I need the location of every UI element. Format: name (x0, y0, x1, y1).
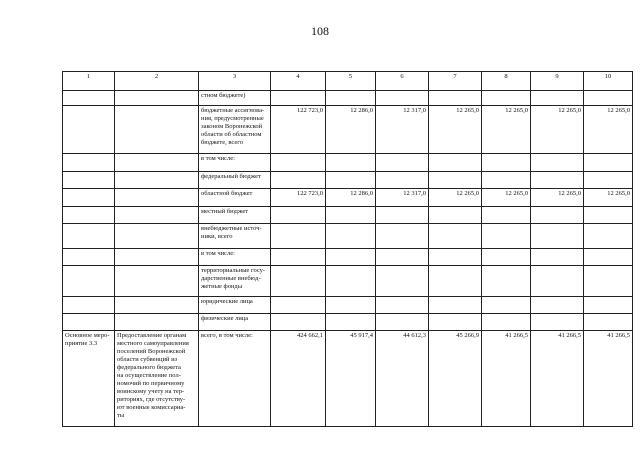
table-row (63, 314, 633, 331)
value-cell (531, 154, 584, 172)
value-cell: 12 317,0 (376, 189, 429, 207)
value-cell (376, 266, 429, 297)
value-cell (584, 266, 633, 297)
value-cell (429, 172, 482, 189)
funding-source-cell: всего, в том числе: (199, 331, 271, 427)
funding-source-cell: областной бюджет (199, 189, 271, 207)
description-cell (115, 106, 199, 154)
value-cell (531, 172, 584, 189)
table-row (63, 207, 633, 224)
description-cell (115, 189, 199, 207)
table-row (63, 249, 633, 266)
value-cell: 12 265,0 (482, 106, 531, 154)
value-cell (271, 297, 326, 314)
value-cell (429, 249, 482, 266)
funding-source-cell: федеральный бюджет (199, 172, 271, 189)
description-cell (115, 266, 199, 297)
value-cell (584, 207, 633, 224)
value-cell (482, 314, 531, 331)
value-cell (531, 249, 584, 266)
value-cell (531, 297, 584, 314)
value-cell: 12 265,0 (531, 106, 584, 154)
description-cell (115, 207, 199, 224)
description-cell (115, 91, 199, 106)
value-cell (584, 154, 633, 172)
budget-table (62, 71, 633, 427)
measure-cell (63, 207, 115, 224)
value-cell (482, 249, 531, 266)
value-cell (326, 207, 376, 224)
header-cell: 3 (199, 72, 271, 91)
value-cell: 122 723,0 (271, 189, 326, 207)
value-cell (376, 207, 429, 224)
page-number: 108 (311, 24, 329, 38)
value-cell: 12 265,0 (482, 189, 531, 207)
table-row (63, 266, 633, 297)
header-cell: 1 (63, 72, 115, 91)
measure-cell (63, 106, 115, 154)
value-cell: 12 286,0 (326, 106, 376, 154)
table-row (63, 172, 633, 189)
description-cell: Предоставление органам местного самоуправления поселений Воронежской области субвенций из федерального бюджета на осуществление пол- номочий по первичному воинскому учету на тер- риториях, где отсутству- ют военные комиссариа- ты (115, 331, 199, 427)
table-row (63, 331, 633, 427)
table-row (63, 224, 633, 249)
funding-source-cell: стном бюджете) (199, 91, 271, 106)
measure-cell (63, 297, 115, 314)
value-cell (271, 224, 326, 249)
value-cell (482, 207, 531, 224)
value-cell (584, 297, 633, 314)
value-cell (376, 224, 429, 249)
value-cell (531, 91, 584, 106)
value-cell (429, 207, 482, 224)
value-cell: 41 266,5 (531, 331, 584, 427)
funding-source-cell: бюджетные ассигнова- ния, предусмотренные законом Воронежской области об областном бюджете, всего (199, 106, 271, 154)
table-row (63, 189, 633, 207)
value-cell: 12 265,0 (531, 189, 584, 207)
description-cell (115, 224, 199, 249)
measure-cell (63, 314, 115, 331)
value-cell: 12 265,0 (584, 189, 633, 207)
value-cell: 122 723,0 (271, 106, 326, 154)
measure-cell: Основное меро- приятие 3.3 (63, 331, 115, 427)
value-cell (376, 249, 429, 266)
value-cell: 45 266,9 (429, 331, 482, 427)
description-cell (115, 154, 199, 172)
value-cell: 12 286,0 (326, 189, 376, 207)
measure-cell (63, 189, 115, 207)
measure-cell (63, 172, 115, 189)
funding-source-cell: физические лица (199, 314, 271, 331)
value-cell (326, 297, 376, 314)
value-cell (482, 91, 531, 106)
value-cell: 424 662,1 (271, 331, 326, 427)
table-row (63, 91, 633, 106)
value-cell (376, 314, 429, 331)
header-row (63, 72, 633, 91)
value-cell (326, 249, 376, 266)
value-cell (271, 314, 326, 331)
value-cell (326, 314, 376, 331)
funding-source-cell: юридические лица (199, 297, 271, 314)
funding-source-cell: в том числе: (199, 154, 271, 172)
header-cell: 10 (584, 72, 633, 91)
value-cell (482, 224, 531, 249)
funding-source-cell: местный бюджет (199, 207, 271, 224)
funding-source-cell: территориальные госу- дарственные внебюд- жетные фонды (199, 266, 271, 297)
header-cell: 5 (326, 72, 376, 91)
value-cell (531, 314, 584, 331)
value-cell (271, 172, 326, 189)
value-cell (271, 266, 326, 297)
header-cell: 7 (429, 72, 482, 91)
header-cell: 2 (115, 72, 199, 91)
value-cell (376, 172, 429, 189)
value-cell: 12 265,0 (584, 106, 633, 154)
description-cell (115, 249, 199, 266)
value-cell (482, 172, 531, 189)
measure-cell (63, 224, 115, 249)
table-row (63, 297, 633, 314)
value-cell (584, 224, 633, 249)
funding-source-cell: внебюджетные источ- ники, всего (199, 224, 271, 249)
value-cell (271, 91, 326, 106)
value-cell: 12 265,0 (429, 106, 482, 154)
description-cell (115, 172, 199, 189)
value-cell (584, 314, 633, 331)
header-cell: 6 (376, 72, 429, 91)
measure-cell (63, 266, 115, 297)
value-cell (429, 91, 482, 106)
value-cell (376, 297, 429, 314)
value-cell (429, 224, 482, 249)
table-row (63, 154, 633, 172)
value-cell: 44 612,3 (376, 331, 429, 427)
table-row (63, 106, 633, 154)
value-cell (482, 297, 531, 314)
measure-cell (63, 91, 115, 106)
value-cell (531, 266, 584, 297)
value-cell: 12 265,0 (429, 189, 482, 207)
value-cell: 12 317,0 (376, 106, 429, 154)
value-cell (429, 297, 482, 314)
header-cell: 9 (531, 72, 584, 91)
value-cell: 41 266,5 (482, 331, 531, 427)
value-cell (429, 314, 482, 331)
value-cell (376, 154, 429, 172)
value-cell (326, 172, 376, 189)
value-cell (584, 172, 633, 189)
value-cell: 45 917,4 (326, 331, 376, 427)
value-cell (429, 266, 482, 297)
value-cell (326, 154, 376, 172)
value-cell (482, 266, 531, 297)
value-cell (326, 224, 376, 249)
value-cell (531, 207, 584, 224)
value-cell (429, 154, 482, 172)
value-cell: 41 266,5 (584, 331, 633, 427)
value-cell (271, 154, 326, 172)
value-cell (326, 266, 376, 297)
header-cell: 4 (271, 72, 326, 91)
value-cell (482, 154, 531, 172)
measure-cell (63, 154, 115, 172)
header-cell: 8 (482, 72, 531, 91)
description-cell (115, 314, 199, 331)
value-cell (326, 91, 376, 106)
value-cell (376, 91, 429, 106)
description-cell (115, 297, 199, 314)
value-cell (531, 224, 584, 249)
measure-cell (63, 249, 115, 266)
value-cell (584, 249, 633, 266)
value-cell (584, 91, 633, 106)
value-cell (271, 249, 326, 266)
value-cell (271, 207, 326, 224)
funding-source-cell: в том числе: (199, 249, 271, 266)
